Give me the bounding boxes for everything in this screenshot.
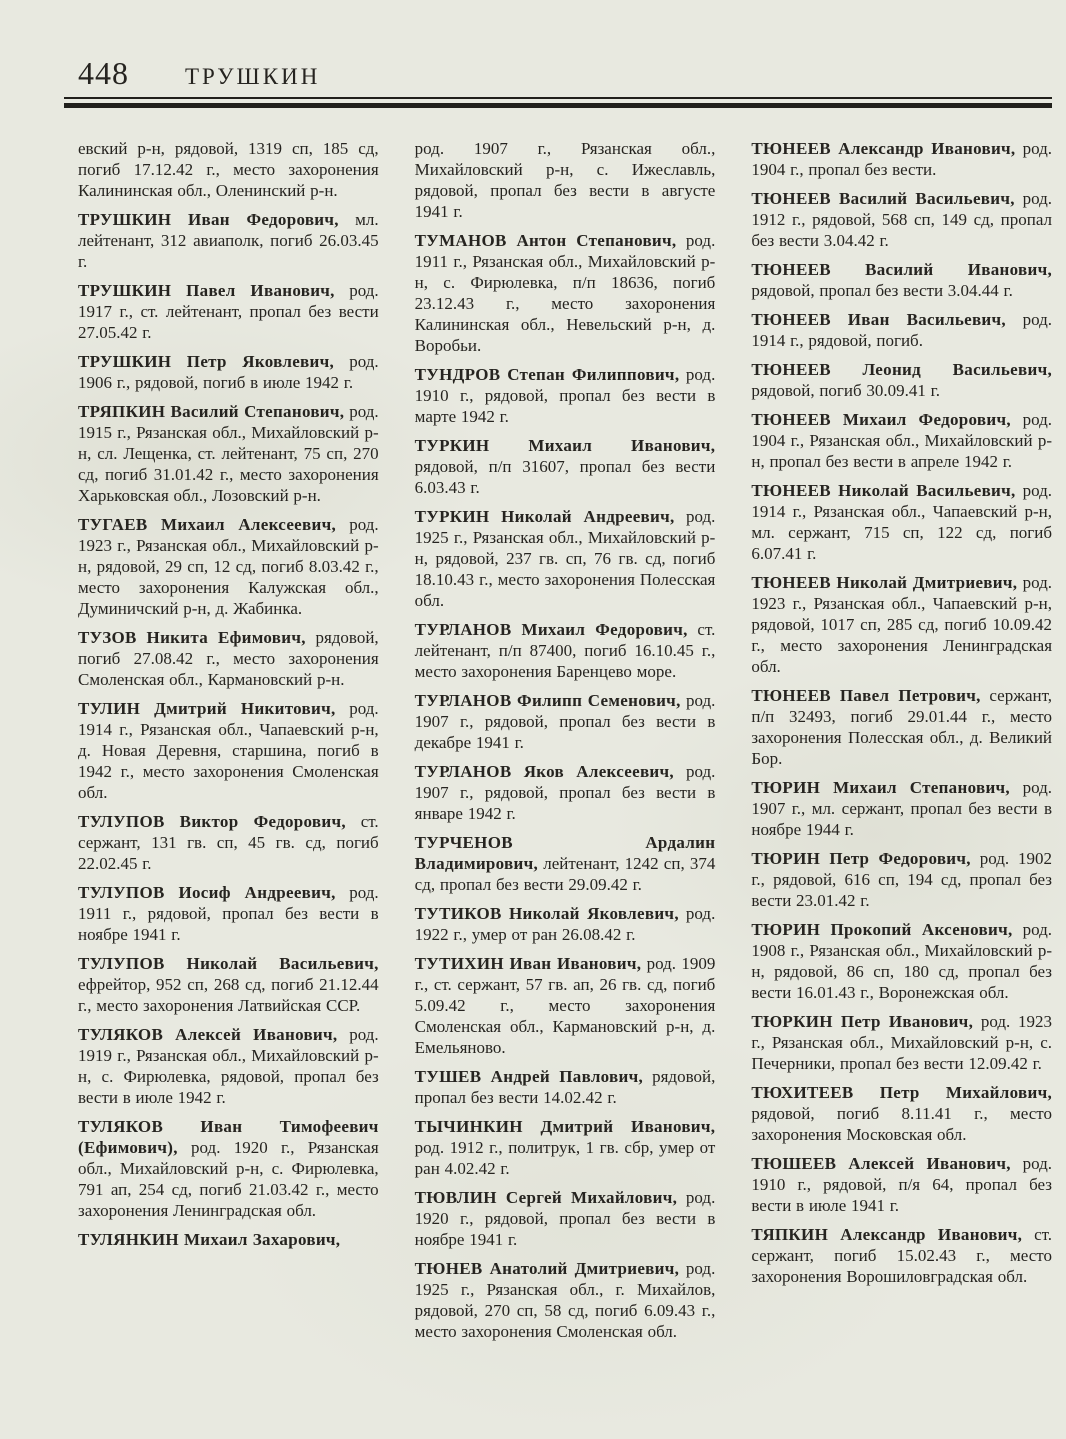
memorial-entry: ТРУШКИН Павел Иванович, род. 1917 г., ст. лейтенант, пропал без вести 27.05.42 г.: [78, 281, 379, 342]
memorial-entry: ТУРКИН Михаил Иванович, рядовой, п/п 31607, пропал без вести 6.03.43 г.: [414, 436, 716, 497]
column-1: [78, 138, 379, 1350]
memorial-entry: ТУГАЕВ Михаил Алексеевич, род. 1923 г., Рязанская обл., Михайловский р-н, рядовой, 29 сп, 12 сд, погиб 8.03.42 г., место захоронения Калужская обл., Думиничский р-н, д. Жабинка.: [78, 515, 379, 618]
memorial-entry: ТЮНЕЕВ Николай Дмитриевич, род. 1923 г., Рязанская обл., Чапаевский р-н, рядовой, 1017 сп, 285 сд, погиб 10.09.42 г., место захоронения Ленинградская обл.: [751, 573, 1053, 676]
entry-person-name: ТУШЕВ Андрей Павлович,: [414, 1067, 644, 1086]
entry-person-name: ТУЛИН Дмитрий Никитович,: [78, 699, 336, 718]
memorial-entry: евский р-н, рядовой, 1319 сп, 185 сд, погиб 17.12.42 г., место захоронения Калининская обл., Оленинский р-н.: [78, 139, 379, 200]
memorial-entry: ТРУШКИН Иван Федорович, мл. лейтенант, 312 авиаполк, погиб 26.03.45 г.: [78, 210, 379, 271]
running-head: ТРУШКИН: [185, 64, 321, 89]
entry-person-name: ТЮРИН Прокопий Аксенович,: [751, 920, 1013, 939]
entry-person-name: ТУРЛАНОВ Михаил Федорович,: [414, 620, 688, 639]
entry-person-name: ТУТИХИН Иван Иванович,: [414, 954, 642, 973]
memorial-entry: ТУЛИН Дмитрий Никитович, род. 1914 г., Рязанская обл., Чапаевский р-н, д. Новая Деревня, старшина, погиб в 1942 г., место захоронения Смоленская обл.: [78, 699, 379, 802]
entry-person-name: ТЮРКИН Петр Иванович,: [751, 1012, 974, 1031]
entry-person-name: ТЮХИТЕЕВ Петр Михайлович,: [751, 1083, 1053, 1102]
memorial-entry: род. 1907 г., Рязанская обл., Михайловский р-н, с. Ижеславль, рядовой, пропал без вести в августе 1941 г.: [414, 139, 716, 221]
entry-person-name: ТУЛУПОВ Иосиф Андреевич,: [78, 883, 336, 902]
entry-person-name: ТРУШКИН Петр Яковлевич,: [78, 352, 335, 371]
entry-person-name: ТЫЧИНКИН Дмитрий Иванович,: [414, 1117, 716, 1136]
entry-person-name: ТУРЛАНОВ Яков Алексеевич,: [414, 762, 674, 781]
entry-person-name: ТУГАЕВ Михаил Алексеевич,: [78, 515, 337, 534]
entry-person-name: ТУЛЯКОВ Иван Тимофеевич (Ефимович),: [78, 1117, 379, 1157]
entry-person-name: ТЮНЕВ Анатолий Дмитриевич,: [414, 1259, 680, 1278]
memorial-entry: ТЮРИН Михаил Степанович, род. 1907 г., мл. сержант, пропал без вести в ноябре 1944 г.: [751, 778, 1053, 839]
entry-person-name: ТУРЧЕНОВ Ардалин Владимирович,: [414, 833, 716, 873]
memorial-entry: ТЮРКИН Петр Иванович, род. 1923 г., Рязанская обл., Михайловский р-н, с. Печерники, пропал без вести 12.09.42 г.: [751, 1012, 1053, 1073]
memorial-entry: ТУРЧЕНОВ Ардалин Владимирович, лейтенант, 1242 сп, 374 сд, пропал без вести 29.09.42 г.: [414, 833, 716, 894]
column-2: [415, 138, 716, 1350]
memorial-entry: ТУТИХИН Иван Иванович, род. 1909 г., ст. сержант, 57 гв. ап, 26 гв. сд, погиб 5.09.42 г., место захоронения Смоленская обл., Кармановский р-н, д. Емельяново.: [414, 954, 716, 1057]
memorial-entry: ТЮНЕЕВ Леонид Васильевич, рядовой, погиб 30.09.41 г.: [751, 360, 1053, 400]
page-header: [0, 0, 1066, 90]
memorial-entry: ТРУШКИН Петр Яковлевич, род. 1906 г., рядовой, погиб в июле 1942 г.: [78, 352, 379, 392]
memorial-entry: ТУРЛАНОВ Михаил Федорович, ст. лейтенант, п/п 87400, погиб 16.10.45 г., место захоронения Баренцево море.: [414, 620, 716, 681]
entry-person-name: ТУЛЯНКИН Михаил Захарович,: [78, 1230, 341, 1249]
entry-person-name: ТЮВЛИН Сергей Михайлович,: [414, 1188, 678, 1207]
memorial-entry: ТУРЛАНОВ Филипп Семенович, род. 1907 г., рядовой, пропал без вести в декабре 1941 г.: [414, 691, 716, 752]
memorial-entry: ТУРЛАНОВ Яков Алексеевич, род. 1907 г., рядовой, пропал без вести в январе 1942 г.: [414, 762, 716, 823]
page-number: 448: [78, 55, 129, 91]
entry-person-name: ТРЯПКИН Василий Степанович,: [78, 402, 345, 421]
memorial-entry: ТЮРИН Прокопий Аксенович, род. 1908 г., Рязанская обл., Михайловский р-н, рядовой, 86 сп, 180 сд, пропал без вести 16.01.43 г., Воронежская обл.: [751, 920, 1053, 1002]
memorial-entry: [78, 1229, 379, 1250]
memorial-entry: ТУЛУПОВ Иосиф Андреевич, род. 1911 г., рядовой, пропал без вести в ноябре 1941 г.: [78, 883, 379, 944]
memorial-entry: ТЮНЕЕВ Николай Васильевич, род. 1914 г., Рязанская обл., Чапаевский р-н, мл. сержант, 715 сп, 122 сд, погиб 6.07.41 г.: [751, 481, 1053, 563]
memorial-entry: ТУШЕВ Андрей Павлович, рядовой, пропал без вести 14.02.42 г.: [414, 1067, 716, 1107]
entry-person-name: ТЮНЕЕВ Василий Васильевич,: [751, 189, 1015, 208]
text-columns: [0, 108, 1066, 1350]
memorial-entry: ТУЛУПОВ Николай Васильевич, ефрейтор, 952 сп, 268 сд, погиб 21.12.44 г., место захоронения Латвийская ССР.: [78, 954, 379, 1015]
memorial-entry: ТЮХИТЕЕВ Петр Михайлович, рядовой, погиб 8.11.41 г., место захоронения Московская обл.: [751, 1083, 1053, 1144]
entry-person-name: ТЮНЕЕВ Александр Иванович,: [751, 139, 1016, 158]
memorial-entry: ТУЛЯКОВ Алексей Иванович, род. 1919 г., Рязанская обл., Михайловский р-н, с. Фирюлевка, рядовой, пропал без вести в июле 1942 г.: [78, 1025, 379, 1107]
memorial-entry: ТУРКИН Николай Андреевич, род. 1925 г., Рязанская обл., Михайловский р-н, рядовой, 237 гв. сп, 76 гв. сд, погиб 18.10.43 г., место захоронения Полесская обл.: [414, 507, 716, 610]
memorial-entry: ТЮНЕЕВ Василий Васильевич, род. 1912 г., рядовой, 568 сп, 149 сд, пропал без вести 3.04.42 г.: [751, 189, 1053, 250]
entry-person-name: ТУМАНОВ Антон Степанович,: [414, 231, 677, 250]
memorial-entry: ТУМАНОВ Антон Степанович, род. 1911 г., Рязанская обл., Михайловский р-н, с. Фирюлевка, п/п 18636, погиб 23.12.43 г., место захоронения Калининская обл., Невельский р-н, д. Воробьи.: [414, 231, 716, 355]
memorial-entry: ТУТИКОВ Николай Яковлевич, род. 1922 г., умер от ран 26.08.42 г.: [414, 904, 716, 944]
memorial-entry: ТУЛЯКОВ Иван Тимофеевич (Ефимович), род. 1920 г., Рязанская обл., Михайловский р-н, с. Фирюлевка, 791 ап, 254 сд, погиб 21.03.42 г., место захоронения Ленинградская обл.: [78, 1117, 379, 1220]
memorial-entry: ТЮНЕЕВ Михаил Федорович, род. 1904 г., Рязанская обл., Михайловский р-н, пропал без вести в апреле 1942 г.: [751, 410, 1053, 471]
memorial-entry: ТРЯПКИН Василий Степанович, род. 1915 г., Рязанская обл., Михайловский р-н, сл. Лещенка, ст. лейтенант, 75 сп, 270 сд, погиб 31.01.42 г., место захоронения Харьковская обл., Лозовский р-н.: [78, 402, 379, 505]
memorial-entry: ТЮШЕЕВ Алексей Иванович, род. 1910 г., рядовой, п/я 64, пропал без вести в июле 1941 г.: [751, 1154, 1053, 1215]
memorial-entry: ТЮНЕЕВ Александр Иванович, род. 1904 г., пропал без вести.: [751, 139, 1053, 179]
entry-person-name: ТЮНЕЕВ Иван Васильевич,: [751, 310, 1006, 329]
entry-person-name: ТУНДРОВ Степан Филиппович,: [414, 365, 680, 384]
memorial-entry: ТЮНЕЕВ Иван Васильевич, род. 1914 г., рядовой, погиб.: [751, 310, 1053, 350]
entry-person-name: ТЮНЕЕВ Василий Иванович,: [751, 260, 1053, 279]
entry-person-name: ТУЗОВ Никита Ефимович,: [78, 628, 306, 647]
entry-person-name: ТЮРИН Петр Федорович,: [751, 849, 971, 868]
entry-person-name: ТЯПКИН Александр Иванович,: [751, 1225, 1023, 1244]
memorial-entry: ТЮВЛИН Сергей Михайлович, род. 1920 г., рядовой, пропал без вести в ноябре 1941 г.: [414, 1188, 716, 1249]
entry-person-name: ТУРКИН Михаил Иванович,: [414, 436, 716, 455]
entry-person-name: ТРУШКИН Павел Иванович,: [78, 281, 335, 300]
entry-person-name: ТЮНЕЕВ Михаил Федорович,: [751, 410, 1011, 429]
entry-person-name: ТЮШЕЕВ Алексей Иванович,: [751, 1154, 1011, 1173]
entry-person-name: ТЮНЕЕВ Николай Дмитриевич,: [751, 573, 1018, 592]
entry-person-name: ТУРКИН Николай Андреевич,: [414, 507, 675, 526]
memorial-entry: ТУНДРОВ Степан Филиппович, род. 1910 г., рядовой, пропал без вести в марте 1942 г.: [414, 365, 716, 426]
memorial-entry: ТУЛУПОВ Виктор Федорович, ст. сержант, 131 гв. сп, 45 гв. сд, погиб 22.02.45 г.: [78, 812, 379, 873]
entry-person-name: ТУЛЯКОВ Алексей Иванович,: [78, 1025, 338, 1044]
entry-person-name: ТЮНЕЕВ Павел Петрович,: [751, 686, 981, 705]
entry-person-name: ТУТИКОВ Николай Яковлевич,: [414, 904, 679, 923]
memorial-entry: ТЮРИН Петр Федорович, род. 1902 г., рядовой, 616 сп, 194 сд, пропал без вести 23.01.42 г.: [751, 849, 1053, 910]
entry-person-name: ТУЛУПОВ Николай Васильевич,: [78, 954, 379, 973]
memorial-entry: ТЮНЕВ Анатолий Дмитриевич, род. 1925 г., Рязанская обл., г. Михайлов, рядовой, 270 сп, 58 сд, погиб 6.09.43 г., место захоронения Смоленская обл.: [414, 1259, 716, 1341]
header-double-rule: [64, 97, 1052, 108]
entry-person-name: ТЮНЕЕВ Леонид Васильевич,: [751, 360, 1053, 379]
memorial-entry: ТЮНЕЕВ Василий Иванович, рядовой, пропал без вести 3.04.44 г.: [751, 260, 1053, 300]
entry-person-name: ТЮНЕЕВ Николай Васильевич,: [751, 481, 1016, 500]
memorial-entry: ТЯПКИН Александр Иванович, ст. сержант, погиб 15.02.43 г., место захоронения Ворошиловградская обл.: [751, 1225, 1053, 1286]
entry-person-name: ТУЛУПОВ Виктор Федорович,: [78, 812, 346, 831]
entry-person-name: ТЮРИН Михаил Степанович,: [751, 778, 1010, 797]
entry-person-name: ТУРЛАНОВ Филипп Семенович,: [414, 691, 681, 710]
memorial-entry: ТУЗОВ Никита Ефимович, рядовой, погиб 27.08.42 г., место захоронения Смоленская обл., Кармановский р-н.: [78, 628, 379, 689]
entry-person-name: ТРУШКИН Иван Федорович,: [78, 210, 339, 229]
column-3: [751, 138, 1052, 1350]
memorial-entry: ТЮНЕЕВ Павел Петрович, сержант, п/п 32493, погиб 29.01.44 г., место захоронения Полесская обл., д. Великий Бор.: [751, 686, 1053, 768]
memorial-entry: ТЫЧИНКИН Дмитрий Иванович, род. 1912 г., политрук, 1 гв. сбр, умер от ран 4.02.42 г.: [414, 1117, 716, 1178]
